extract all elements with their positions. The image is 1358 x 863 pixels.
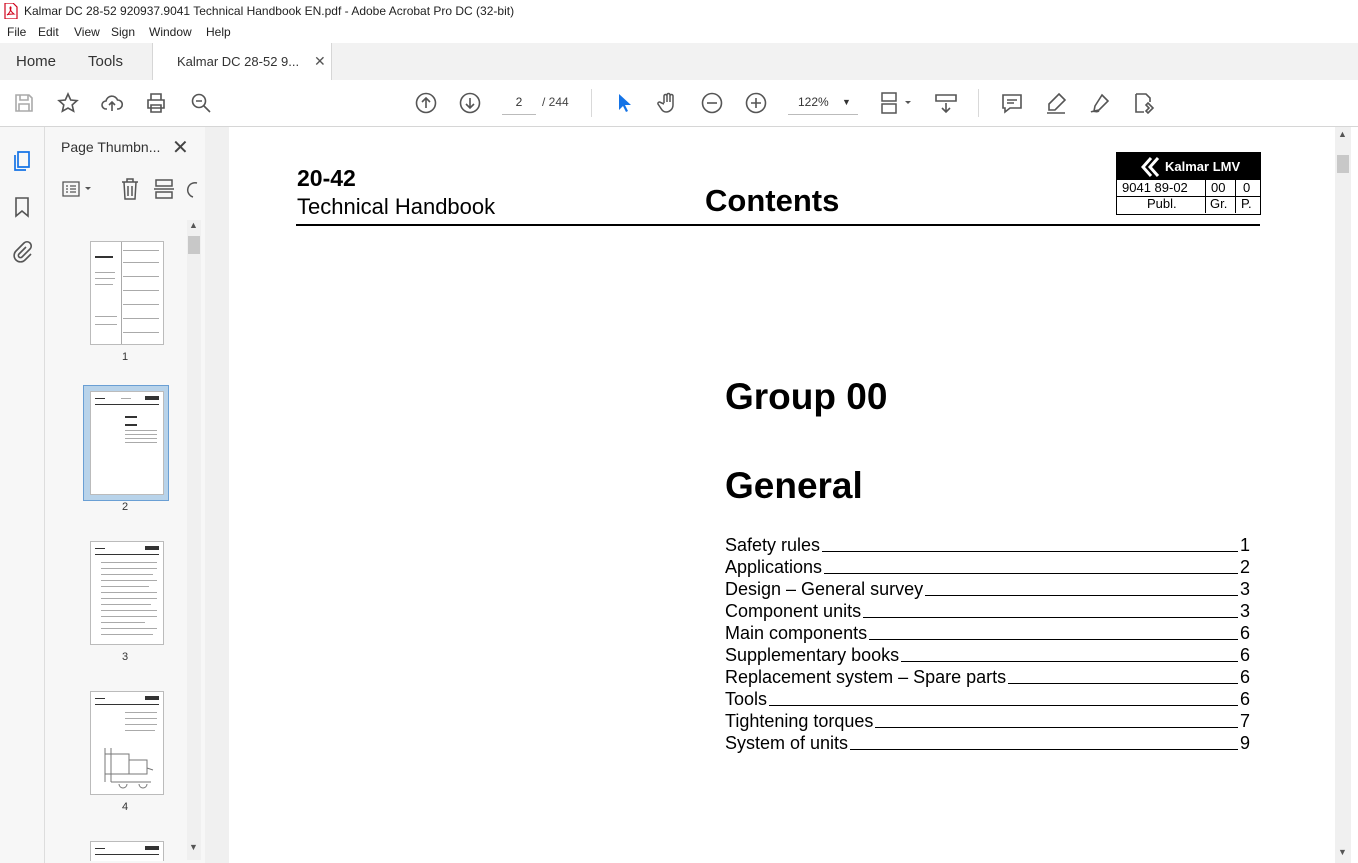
zoom-chevron-down-icon: ▼ [842, 97, 851, 107]
page-total: / 244 [542, 95, 569, 109]
panel-scroll-thumb[interactable] [188, 236, 200, 254]
menu-bar [0, 22, 1358, 43]
toc-entry-page: 3 [1239, 579, 1250, 599]
toc-entry-title: Tightening torques [725, 711, 874, 731]
panel-toolbar [59, 177, 199, 203]
thumbnail-list [45, 221, 192, 861]
forklift-sketch-icon [97, 738, 157, 790]
draw-sign-icon[interactable] [1088, 91, 1112, 115]
publ-label: Publ. [1147, 196, 1177, 211]
toc-entry [725, 732, 1250, 754]
tab-close-icon[interactable]: ✕ [314, 53, 326, 69]
toc-entry [725, 666, 1250, 688]
rotate-page-icon[interactable] [185, 177, 199, 201]
bookmarks-icon[interactable] [10, 195, 34, 219]
tab-tools[interactable]: Tools [88, 53, 124, 70]
thumbnail-options-icon[interactable] [61, 179, 95, 199]
highlight-pen-icon[interactable] [1044, 91, 1068, 115]
toolbar-divider [591, 89, 592, 117]
header-subtitle: Technical Handbook [297, 194, 496, 219]
toolbar-divider [978, 89, 979, 117]
page-display-icon[interactable] [880, 91, 914, 115]
toc-entry-page: 3 [1239, 601, 1250, 621]
toc-entry-title: Component units [725, 601, 862, 621]
toc-entry-title: Applications [725, 557, 823, 577]
panel-title: Page Thumbn... [61, 139, 161, 155]
menu-edit[interactable]: Edit [38, 25, 59, 39]
title-bar [0, 0, 1358, 22]
kalmar-logo-text: Kalmar LMV [1165, 159, 1241, 174]
scroll-up-icon[interactable]: ▲ [189, 220, 198, 230]
toc-entry-title: Design – General survey [725, 579, 924, 599]
toc-entry [725, 600, 1250, 622]
p-label: P. [1241, 196, 1252, 211]
thumbnail-number: 3 [121, 651, 129, 663]
tab-document[interactable] [152, 43, 332, 80]
acrobat-pdf-icon [4, 3, 18, 19]
toc-entry-title: Tools [725, 689, 768, 709]
toc-entry-title: Replacement system – Spare parts [725, 667, 1007, 687]
group-title: Group 00 [725, 376, 888, 417]
thumbnail-page-image [90, 841, 164, 861]
toc-entry-title: Supplementary books [725, 645, 900, 665]
toc-entry [725, 578, 1250, 600]
toc-entry-page: 7 [1239, 711, 1250, 731]
hand-tool-icon[interactable] [656, 91, 680, 115]
thumbnail-page-image [90, 391, 164, 495]
page-thumbnails-icon[interactable] [10, 149, 34, 173]
document-scrollbar[interactable] [1335, 127, 1351, 863]
save-icon[interactable] [12, 91, 36, 115]
thumbnails-panel [45, 127, 206, 863]
zoom-level-value: 122% [798, 95, 829, 109]
extract-pages-icon[interactable] [153, 177, 175, 201]
publication-label-row [1117, 196, 1260, 212]
toc-entry-page: 6 [1239, 623, 1250, 643]
header-number: 20-42 [297, 165, 356, 191]
toc-entry-title: Main components [725, 623, 868, 643]
toc-entry-title: System of units [725, 733, 849, 753]
document-scroll-thumb[interactable] [1337, 155, 1349, 173]
tab-home[interactable]: Home [16, 53, 57, 70]
comment-icon[interactable] [1000, 91, 1024, 115]
panel-scrollbar[interactable] [187, 220, 201, 860]
publication-group: 00 [1211, 180, 1226, 195]
menu-file[interactable]: File [7, 25, 27, 39]
zoom-in-icon[interactable] [744, 91, 768, 115]
toc-entry [725, 622, 1250, 644]
window-title: Kalmar DC 28-52 920937.9041 Technical Handbook EN.pdf - Adobe Acrobat Pro DC (32-bit) [24, 4, 515, 18]
toc-entry [725, 710, 1250, 732]
menu-window[interactable]: Window [149, 25, 192, 39]
menu-sign[interactable]: Sign [111, 25, 136, 39]
left-rail [0, 127, 45, 863]
toc-entry [725, 644, 1250, 666]
menu-view[interactable]: View [74, 25, 100, 39]
gr-label: Gr. [1210, 196, 1228, 211]
select-cursor-icon[interactable] [612, 91, 636, 115]
publication-logo-box [1116, 152, 1261, 215]
toc-entry-title: Safety rules [725, 535, 821, 555]
publication-code-row [1117, 180, 1260, 197]
previous-page-icon[interactable] [414, 91, 438, 115]
print-icon[interactable] [144, 91, 168, 115]
next-page-icon[interactable] [458, 91, 482, 115]
kalmar-logo [1117, 153, 1260, 180]
scroll-up-icon[interactable]: ▲ [1338, 129, 1347, 139]
upload-cloud-icon[interactable] [100, 91, 124, 115]
thumbnail-page-image [90, 691, 164, 795]
scroll-mode-icon[interactable] [934, 91, 958, 115]
main-toolbar [0, 80, 1358, 127]
publication-page: 0 [1243, 180, 1251, 195]
header-title: Contents [705, 183, 840, 218]
thumbnail-number: 1 [121, 351, 129, 363]
section-title: General [725, 465, 863, 506]
tab-document-label: Kalmar DC 28-52 9... [177, 54, 300, 69]
tab-bar [0, 43, 1358, 81]
zoom-level-select[interactable] [788, 90, 858, 115]
toc-entry-page: 6 [1239, 645, 1250, 665]
menu-help[interactable]: Help [206, 25, 231, 39]
thumbnail-number: 2 [121, 501, 129, 513]
panel-close-icon[interactable]: ✕ [172, 137, 189, 159]
scroll-down-icon[interactable]: ▼ [1338, 847, 1347, 857]
publication-code: 9041 89-02 [1122, 180, 1188, 195]
thumbnail-page-image [90, 241, 164, 345]
thumbnail-number: 4 [121, 801, 129, 813]
edit-pdf-icon[interactable] [1132, 91, 1156, 115]
header-rule [296, 224, 1260, 226]
toc-entry-page: 9 [1239, 733, 1250, 753]
toc-entry [725, 688, 1250, 710]
toc-entry-page: 6 [1239, 689, 1250, 709]
search-zoom-icon[interactable] [189, 91, 213, 115]
table-of-contents [725, 534, 1250, 754]
scroll-down-icon[interactable]: ▼ [189, 842, 198, 852]
delete-trash-icon[interactable] [119, 177, 141, 201]
page-number-input[interactable]: 2 [502, 90, 536, 115]
toc-entry-page: 6 [1239, 667, 1250, 687]
toc-entry [725, 556, 1250, 578]
toc-entry-page: 2 [1239, 557, 1250, 577]
toc-entry-page: 1 [1239, 535, 1250, 555]
attachments-paperclip-icon[interactable] [10, 240, 34, 264]
bookmark-star-icon[interactable] [56, 91, 80, 115]
zoom-out-icon[interactable] [700, 91, 724, 115]
toc-entry [725, 534, 1250, 556]
kalmar-chevron-icon [1141, 157, 1161, 177]
thumbnail-page-image [90, 541, 164, 645]
